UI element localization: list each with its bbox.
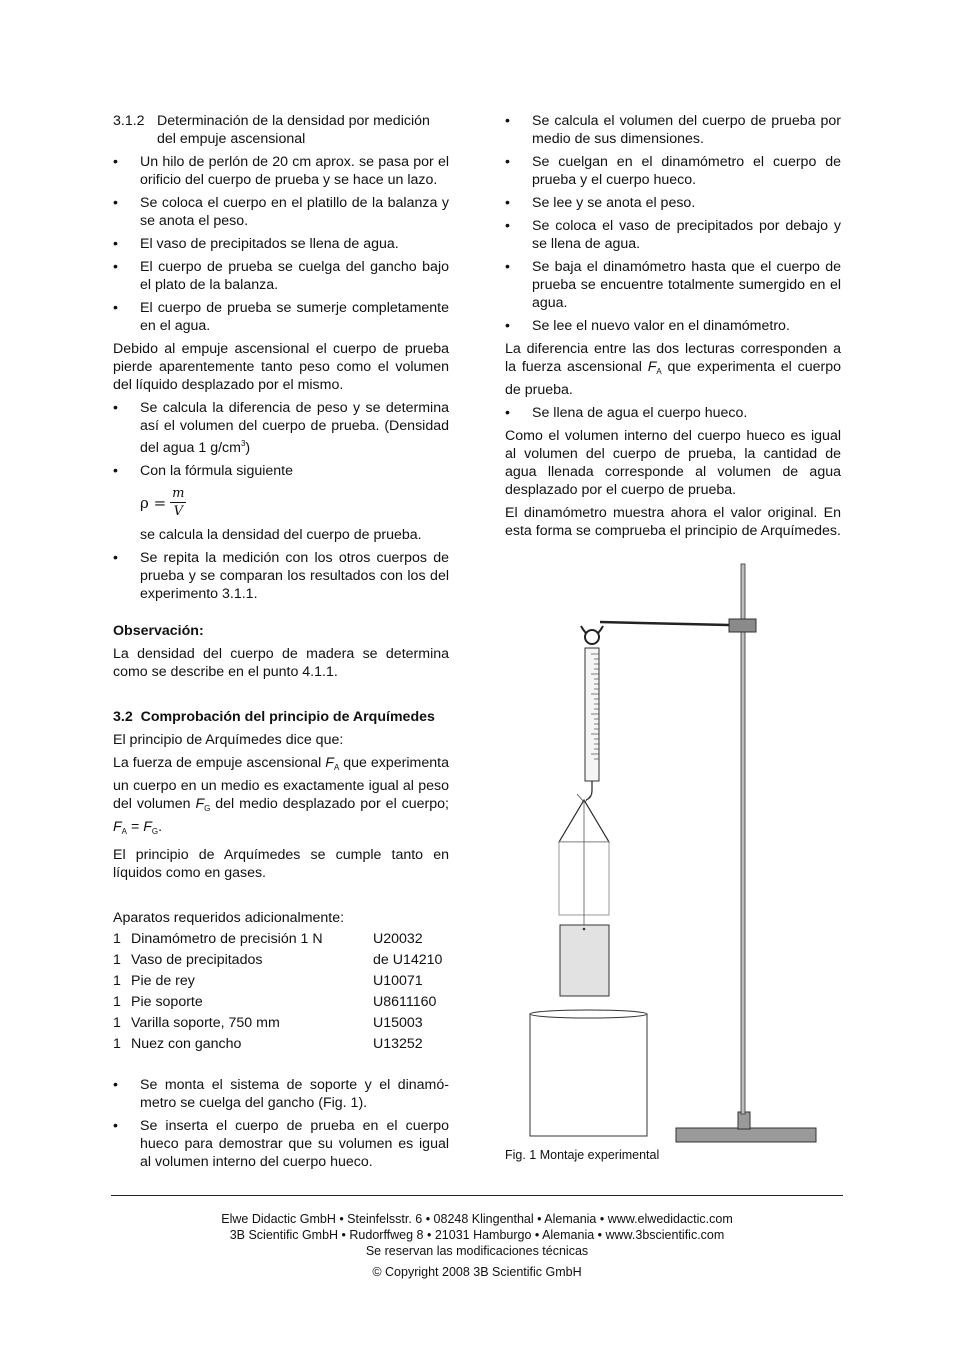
- list-item: • Se coloca el vaso de precipitados por debajo y se llena de agua.: [505, 217, 841, 253]
- section-3-2-heading: 3.2 Comprobación del principio de Arquímedes: [113, 709, 435, 725]
- principle-intro: El principio de Arquímedes dice que:: [113, 732, 344, 748]
- symbol-f: F: [325, 755, 334, 771]
- dynamometer: [585, 648, 599, 781]
- paragraph-volume: Como el volumen interno del cuerpo hueco es igual al volumen del cuerpo de prueba, la cantidad de agua llenada corresponde al volumen de agua desplazado por el cuerpo de prueba.: [505, 428, 841, 498]
- name-cell: Pie soporte: [131, 994, 203, 1010]
- footer-copyright: © Copyright 2008 3B Scientific GmbH: [372, 1265, 582, 1279]
- list-item-end: ): [245, 440, 251, 456]
- list-item: • Se cuelgan en el dinamómetro el cuerpo de prueba y el cuerpo hueco.: [505, 153, 841, 189]
- list-item: • Se llena de agua el cuerpo hueco.: [505, 404, 841, 422]
- left-column: [113, 112, 449, 1176]
- name-cell: Varilla soporte, 750 mm: [131, 1015, 280, 1031]
- formula-fraction: [170, 485, 186, 520]
- section-3-1-2-heading: [113, 112, 449, 148]
- name-cell: Vaso de precipitados: [131, 952, 263, 968]
- qty-cell: 1: [113, 952, 121, 968]
- paragraph-difference: [505, 340, 841, 399]
- list-item: • Se monta el sistema de soporte y el dinamó-metro se cuelga del gancho (Fig. 1).: [113, 1076, 449, 1112]
- qty-cell: 1: [113, 994, 121, 1010]
- table-row: [113, 993, 449, 1014]
- observation-text: La densidad del cuerpo de madera se determina como se describe en el punto 4.1.1.: [113, 646, 449, 680]
- subscript: G: [204, 804, 211, 813]
- formula-numerator: m: [172, 486, 185, 501]
- table-row: [113, 1014, 449, 1035]
- symbol-f: F: [113, 819, 122, 835]
- apparatus-table: [113, 930, 449, 1056]
- support-rod: [741, 564, 745, 1114]
- list-item: • El vaso de precipitados se llena de agua.: [113, 235, 449, 253]
- principle-statement: [113, 754, 449, 841]
- clamp-arm: [600, 622, 729, 625]
- table-row: [113, 972, 449, 993]
- list-item: [113, 399, 449, 457]
- subscript: G: [151, 827, 159, 836]
- text-run: La diferencia entre las dos lecturas corresponden a la fuerza ascensional: [505, 341, 841, 375]
- qty-cell: 1: [113, 1015, 121, 1031]
- list-item: • Un hilo de perlón de 20 cm aprox. se pasa por el orificio del cuerpo de prueba y se hace un lazo.: [113, 153, 449, 189]
- stand-base: [676, 1128, 816, 1142]
- text-run: =: [127, 819, 144, 835]
- qty-cell: 1: [113, 1036, 121, 1052]
- superscript: 3: [240, 439, 246, 448]
- symbol-f: F: [143, 819, 152, 835]
- name-cell: Pie de rey: [131, 973, 195, 989]
- footer-divider: [111, 1195, 843, 1196]
- code-cell: U8611160: [373, 994, 437, 1010]
- experimental-setup-figure: [505, 562, 845, 1150]
- table-row: [113, 1035, 449, 1056]
- subscript: A: [656, 367, 662, 376]
- bullet-list-procedure-d: [505, 112, 841, 335]
- footer-line-3b: 3B Scientific GmbH • Rudorffweg 8 • 21031 Hamburgo • Alemania • www.3bscientific.com: [229, 1228, 725, 1242]
- bullet-list-procedure-e: [505, 404, 841, 422]
- symbol-f: F: [195, 796, 205, 812]
- footer-line-reserve: Se reservan las modificaciones técnicas: [365, 1244, 589, 1258]
- table-row: [113, 951, 449, 972]
- observation-title: Observación:: [113, 623, 204, 639]
- list-item-text: Se calcula la diferencia de peso y se determina así el volumen del cuerpo de prueba. (Densidad del agua 1 g/cm: [140, 400, 449, 456]
- code-cell: de U14210: [373, 952, 443, 968]
- section-number: 3.1.2: [113, 113, 145, 129]
- text-run: La fuerza de empuje ascensional: [113, 755, 326, 771]
- test-body-eyelet: [583, 928, 586, 931]
- paragraph-final: El dinamómetro muestra ahora el valor original. En esta forma se comprueba el principio de Arquímedes.: [505, 505, 841, 539]
- rod-foot: [738, 1112, 750, 1129]
- after-formula-text: se calcula la densidad del cuerpo de prueba.: [140, 527, 422, 543]
- text-run: del medio desplazado por el cuerpo;: [210, 796, 449, 812]
- code-cell: U13252: [373, 1036, 423, 1052]
- beaker: [530, 1014, 647, 1136]
- footer-line-elwe: Elwe Didactic GmbH • Steinfelsstr. 6 • 08248 Klingenthal • Alemania • www.elwedidactic.com: [221, 1212, 733, 1226]
- footer: [111, 1211, 843, 1280]
- bullet-list-procedure-c: [113, 549, 449, 603]
- list-item: • Se baja el dinamómetro hasta que el cuerpo de prueba se encuentre totalmente sumergido en el agua.: [505, 258, 841, 312]
- text-run: que experimenta un cuerpo en un medio es exactamente igual al peso del volumen: [113, 755, 449, 812]
- text-run: que experimenta el cuerpo de prueba.: [505, 359, 841, 398]
- list-item: • Se coloca el cuerpo en el platillo de la balanza y se anota el peso.: [113, 194, 449, 230]
- name-cell: Nuez con gancho: [131, 1036, 242, 1052]
- text-run: .: [158, 819, 163, 835]
- name-cell: Dinamómetro de precisión 1 N: [131, 931, 323, 947]
- list-item: • Se lee el nuevo valor en el dinamómetro.: [505, 317, 841, 335]
- formula-denominator: V: [173, 504, 184, 519]
- test-body: [560, 925, 609, 996]
- right-column: [505, 112, 841, 545]
- subscript: A: [333, 763, 340, 772]
- list-item: • El cuerpo de prueba se sumerje completamente en el agua.: [113, 299, 449, 335]
- figure-caption: Fig. 1 Montaje experimental: [505, 1148, 660, 1162]
- bullet-list-procedure-a: [113, 153, 449, 335]
- beaker-rim: [530, 1010, 647, 1018]
- list-item: • Con la fórmula siguiente: [113, 462, 449, 480]
- code-cell: U15003: [373, 1015, 423, 1031]
- bullet-list-setup: [113, 1076, 449, 1171]
- code-cell: U20032: [373, 931, 423, 947]
- paragraph-empuje: Debido al empuje ascensional el cuerpo de prueba pierde aparentemente tanto peso como el volumen del líquido desplazado por el mismo.: [113, 341, 449, 393]
- bullet-list-procedure-b: [113, 399, 449, 480]
- qty-cell: 1: [113, 931, 121, 947]
- subscript: A: [121, 827, 128, 836]
- principle-gases: El principio de Arquímedes se cumple tanto en líquidos como en gases.: [113, 847, 449, 881]
- list-item: • Se repita la medición con los otros cuerpos de prueba y se comparan los resultados con los del experimento 3.1.1.: [113, 549, 449, 603]
- qty-cell: 1: [113, 973, 121, 989]
- hook-ring: [585, 630, 599, 644]
- list-item: • El cuerpo de prueba se cuelga del gancho bajo el plato de la balanza.: [113, 258, 449, 294]
- code-cell: U10071: [373, 973, 423, 989]
- formula-rho: ρ =: [140, 493, 167, 512]
- clamp: [729, 619, 756, 632]
- section-title: Determinación de la densidad por medición del empuje ascensional: [157, 113, 430, 147]
- symbol-f: F: [647, 359, 657, 375]
- apparatus-title: Aparatos requeridos adicionalmente:: [113, 910, 345, 926]
- density-formula: [140, 485, 449, 520]
- table-row: [113, 930, 449, 951]
- list-item: • Se calcula el volumen del cuerpo de prueba por medio de sus dimensiones.: [505, 112, 841, 148]
- list-item: • Se inserta el cuerpo de prueba en el cuerpo hueco para demostrar que su volumen es igual al volumen interno del cuerpo hueco.: [113, 1117, 449, 1171]
- list-item: • Se lee y se anota el peso.: [505, 194, 841, 212]
